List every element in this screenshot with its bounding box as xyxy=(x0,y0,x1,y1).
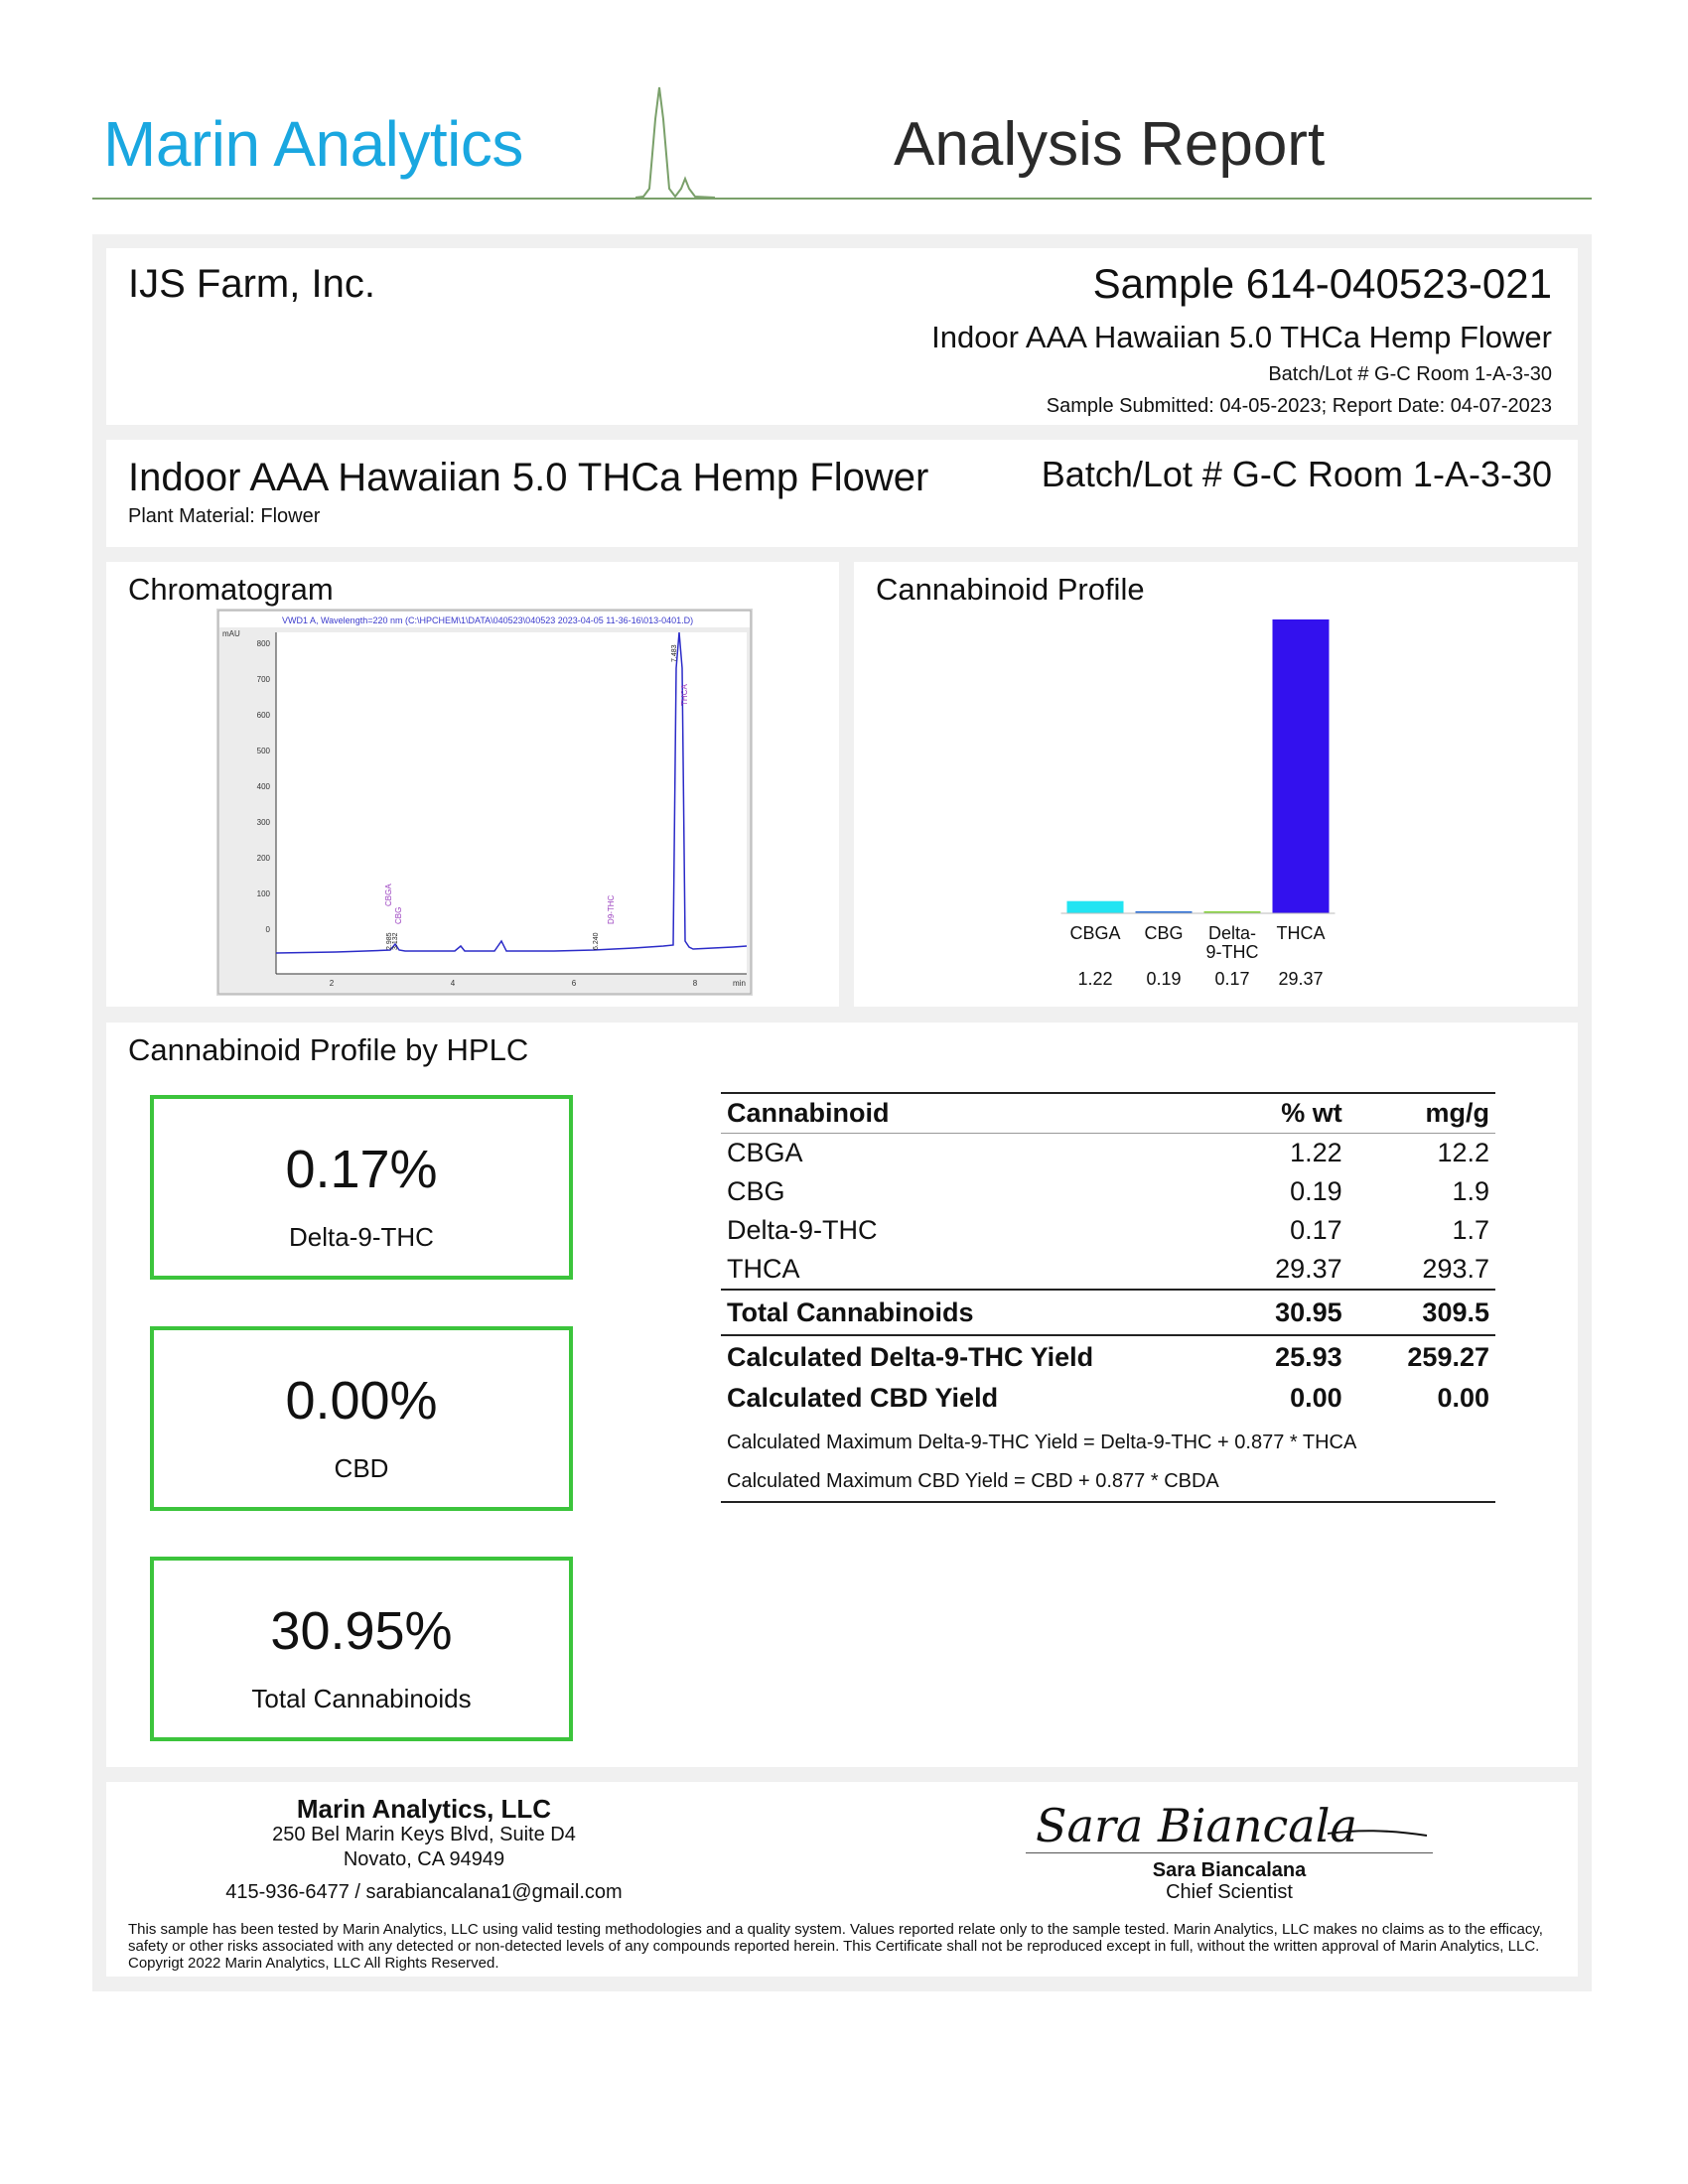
cell-name: Delta-9-THC xyxy=(727,1215,878,1245)
col-header-pct: % wt xyxy=(1281,1098,1342,1128)
chrom-y-tick: 100 xyxy=(256,889,270,898)
chromatogram-image xyxy=(216,609,753,996)
result-card-total xyxy=(150,1557,573,1741)
result-card-delta9 xyxy=(150,1095,573,1280)
batch-lot: Batch/Lot # G-C Room 1-A-3-30 xyxy=(1268,363,1552,385)
cell-pct: 30.95 xyxy=(1275,1297,1342,1327)
chrom-y-tick: 800 xyxy=(256,639,270,648)
chrom-retention-label: 2.985 xyxy=(386,932,393,950)
bar-category-label: 9-THC xyxy=(1205,942,1259,962)
brand-logo-text: Marin Analytics xyxy=(103,108,523,180)
product-info-panel xyxy=(106,440,1578,547)
signer-title: Chief Scientist xyxy=(1166,1881,1293,1903)
result-card-label: Total Cannabinoids xyxy=(251,1684,472,1713)
chrom-x-tick: 4 xyxy=(450,979,456,988)
cell-name: Calculated Delta-9-THC Yield xyxy=(727,1342,1094,1372)
chrom-header-text: VWD1 A, Wavelength=220 nm (C:\HPCHEM\1\DATA\040523\040523 2023-04-05 11-36-16\013-0401.D) xyxy=(282,615,694,625)
chrom-y-tick: 500 xyxy=(256,747,270,755)
footer-disclaimer: This sample has been tested by Marin Analytics, LLC using valid testing methodologies and a quality system. Values reported relate only to the sample tested. Marin Analytics, LLC makes no claims as to the efficacy, safety or other risks associated with any detected or non-detected levels of any compounds reported herein. This Certificate shall not be reproduced except in full, without the written approval of Marin Analytics, LLC. Copyrigt 2022 Marin Analytics, LLC All Rights Reserved. xyxy=(128,1921,1543,1972)
chrom-peak-label: D9-THC xyxy=(607,894,616,924)
cell-name: THCA xyxy=(727,1254,800,1284)
hplc-panel xyxy=(106,1023,1578,1767)
chrom-peak-label: CBG xyxy=(394,906,403,924)
result-card-label: CBD xyxy=(334,1453,389,1483)
bar-category-label: Delta- xyxy=(1207,923,1257,943)
cell-pct: 0.17 xyxy=(1290,1215,1342,1245)
formula-text: Calculated Maximum Delta-9-THC Yield = Delta-9-THC + 0.877 * THCA xyxy=(727,1432,1357,1453)
col-header-cannabinoid: Cannabinoid xyxy=(727,1098,890,1128)
cell-mgg: 1.9 xyxy=(1452,1176,1489,1206)
cell-name: Total Cannabinoids xyxy=(727,1297,974,1327)
table-header-row xyxy=(721,1093,1495,1134)
chrom-x-tick: 2 xyxy=(329,979,335,988)
chrom-y-tick: 200 xyxy=(256,854,270,863)
cell-mgg: 0.00 xyxy=(1437,1383,1489,1413)
signer-name: Sara Biancalana xyxy=(1152,1859,1307,1881)
chrom-y-unit: mAU xyxy=(222,629,240,638)
bar-category-label: THCA xyxy=(1276,923,1326,943)
chrom-x-unit: min xyxy=(733,979,746,988)
sample-info-panel xyxy=(106,248,1578,425)
product-name: Indoor AAA Hawaiian 5.0 THCa Hemp Flower xyxy=(931,320,1552,354)
table-row xyxy=(721,1250,1495,1290)
chrom-x-tick: 6 xyxy=(571,979,577,988)
chrom-y-tick: 700 xyxy=(256,675,270,684)
chrom-retention-label: 6.240 xyxy=(593,932,600,950)
bar-value-label: 29.37 xyxy=(1278,969,1324,989)
chrom-y-tick: 0 xyxy=(265,925,270,934)
product-title: Indoor AAA Hawaiian 5.0 THCa Hemp Flower xyxy=(128,456,929,499)
table-yield-row xyxy=(721,1335,1495,1379)
table-total-row xyxy=(721,1290,1495,1335)
cell-mgg: 1.7 xyxy=(1452,1215,1489,1245)
product-batch-lot: Batch/Lot # G-C Room 1-A-3-30 xyxy=(1041,454,1552,494)
cell-mgg: 259.27 xyxy=(1407,1342,1489,1372)
cell-pct: 29.37 xyxy=(1275,1254,1342,1284)
cell-pct: 0.00 xyxy=(1290,1383,1342,1413)
cannabinoid-profile-panel xyxy=(854,562,1578,1007)
cannabinoid-profile-chart xyxy=(854,562,1578,1007)
footer-company: Marin Analytics, LLC xyxy=(296,1794,552,1824)
header-divider xyxy=(92,198,1592,200)
chrom-retention-label: 7.483 xyxy=(671,644,678,662)
peak-logo-icon xyxy=(635,79,715,204)
bar-thca xyxy=(1273,619,1330,913)
footer-panel xyxy=(106,1782,1578,1977)
bar-value-label: 0.19 xyxy=(1146,969,1182,989)
result-card-value: 0.17% xyxy=(285,1140,438,1199)
client-name: IJS Farm, Inc. xyxy=(128,262,375,306)
result-card-value: 30.95% xyxy=(270,1601,453,1661)
hplc-title: Cannabinoid Profile by HPLC xyxy=(128,1032,529,1067)
signature-line xyxy=(1026,1852,1433,1853)
plant-material: Plant Material: Flower xyxy=(128,505,321,527)
footer-contact: 415-936-6477 / sarabiancalana1@gmail.com xyxy=(225,1881,623,1903)
footer-address-line1: 250 Bel Marin Keys Blvd, Suite D4 xyxy=(272,1824,576,1845)
table-row xyxy=(721,1211,1495,1250)
cell-pct: 1.22 xyxy=(1290,1138,1342,1167)
cell-name: CBGA xyxy=(727,1138,803,1167)
chrom-y-tick: 400 xyxy=(256,782,270,791)
formula-row xyxy=(721,1462,1495,1502)
result-card-label: Delta-9-THC xyxy=(289,1222,434,1252)
table-row xyxy=(721,1134,1495,1173)
sample-number: Sample 614-040523-021 xyxy=(1092,260,1552,307)
formula-row xyxy=(721,1418,1495,1462)
chromatogram-title: Chromatogram xyxy=(128,572,334,607)
footer-address-line2: Novato, CA 94949 xyxy=(343,1848,505,1870)
cell-mgg: 12.2 xyxy=(1437,1138,1489,1167)
cannabinoid-profile-title: Cannabinoid Profile xyxy=(876,572,1145,607)
table-row xyxy=(721,1172,1495,1211)
table-yield-row xyxy=(721,1379,1495,1418)
bar-category-label: CBGA xyxy=(1069,923,1121,943)
chrom-peak-label: THCA xyxy=(680,684,689,706)
chrom-y-tick: 600 xyxy=(256,711,270,720)
bar-category-label: CBG xyxy=(1144,923,1184,943)
cell-mgg: 293.7 xyxy=(1422,1254,1489,1284)
result-card-cbd xyxy=(150,1326,573,1511)
report-dates: Sample Submitted: 04-05-2023; Report Date: 04-07-2023 xyxy=(1046,395,1552,417)
col-header-mgg: mg/g xyxy=(1425,1098,1489,1128)
cell-pct: 25.93 xyxy=(1275,1342,1342,1372)
chrom-x-tick: 8 xyxy=(692,979,698,988)
signature-image xyxy=(1030,1790,1447,1859)
bar-value-label: 1.22 xyxy=(1077,969,1113,989)
bar-cbga xyxy=(1067,901,1124,913)
cell-name: Calculated CBD Yield xyxy=(727,1383,999,1413)
cell-pct: 0.19 xyxy=(1290,1176,1342,1206)
report-title: Analysis Report xyxy=(894,110,1326,179)
chrom-peak-label: CBGA xyxy=(384,884,393,906)
result-card-value: 0.00% xyxy=(285,1371,438,1431)
chrom-y-tick: 300 xyxy=(256,818,270,827)
chrom-retention-label: 3.132 xyxy=(392,932,399,950)
signature-script: Sara Biancala xyxy=(1036,1799,1357,1852)
formula-text: Calculated Maximum CBD Yield = CBD + 0.877 * CBDA xyxy=(727,1470,1219,1492)
cell-mgg: 309.5 xyxy=(1422,1297,1489,1327)
chromatogram-panel xyxy=(106,562,839,1007)
bar-value-label: 0.17 xyxy=(1214,969,1250,989)
cell-name: CBG xyxy=(727,1176,785,1206)
cannabinoid-results-table xyxy=(721,1092,1495,1503)
